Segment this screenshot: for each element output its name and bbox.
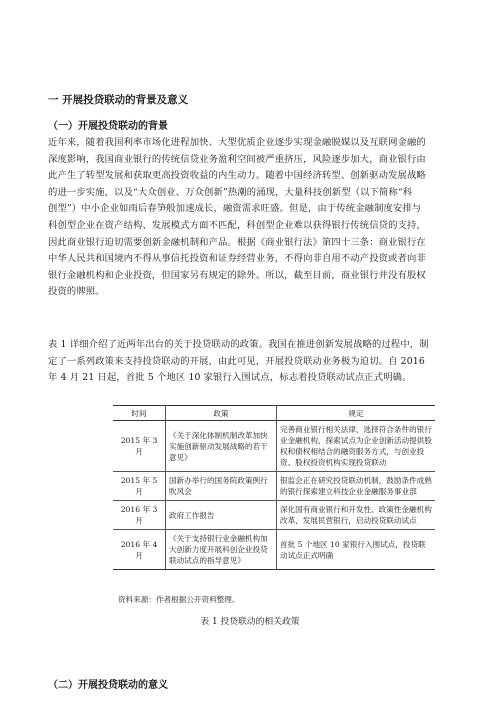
cell-policy: 国新办举行的国务院政策例行吹风会 [166,472,277,501]
paragraph-line: 表 1 详细介绍了近两年出台的关于投贷联动的政策。我国在推进创新发展战略的过程中，制 [48,339,429,350]
paragraph-line: 中华人民共和国境内不得从事信托投资和证券经营业务，不得向非自用不动产投资或者向非 [48,253,426,265]
cell-rule: 完善商业银行相关法律，选择符合条件的银行业金融机构，探索试点为企业创新活动提供股权和债权相结合的融资服务方式，与创业投资、股权投资机构实现投贷联动 [277,421,436,472]
heading-1: 一 开展投贷联动的背景及意义 [48,94,189,106]
table-row [113,421,435,472]
cell-policy: 政府工作报告 [166,501,277,530]
column-header-policy: 政策 [166,406,277,421]
cell-time: 2015 年 3 月 [113,421,166,472]
paragraph-line: 近年来，随着我国利率市场化进程加快、大型优质企业逐步实现金融脱媒以及互联网金融的 [48,137,426,148]
cell-time: 2016 年 3 月 [113,501,166,530]
paragraph-table-intro [48,337,458,387]
cell-rule: 银监会正在研究投贷联动机制，鼓励条件成熟的银行探索建立科技企业金融服务事业部 [277,472,436,501]
cell-time: 2016 年 4 月 [113,530,166,570]
cell-rule: 首批 5 个地区 10 家银行入围试点，投贷联动试点正式明确 [277,530,436,570]
section-title-background: （一）开展投贷联动的背景 [48,121,168,132]
column-header-time: 时间 [113,406,166,421]
table-row [113,472,435,501]
paragraph-line: 深度影响，我国商业银行的传统信贷业务盈利空间被严重挤压，风险逐步加大，商业银行由 [48,153,426,165]
paragraph-line: 定了一系列政策来支持投贷联动的开展，由此可见，开展投贷联动业务极为迫切。自 2016 [48,355,425,367]
paragraph-line: 投资的牌照。 [48,286,105,298]
paragraph-line: 银行金融机构和企业投资，但国家另有规定的除外。所以，截至目前，商业银行并没有股权 [48,269,426,281]
table-row [113,530,435,570]
paragraph-line: 此产生了转型发展和获取更高投资收益的内生动力。随着中国经济转型、创新驱动发展战略 [48,170,426,182]
paragraph-line: 的进一步实施，以及“大众创业、万众创新”热潮的涌现，大量科技创新型（以下简称“科 [48,186,413,198]
cell-time: 2015 年 5 月 [113,472,166,501]
table-caption: 表 1 投贷联动的相关政策 [200,617,300,627]
section-title-significance: （二）开展投贷联动的意义 [48,680,168,691]
paragraph-line: 创型”）中小企业如雨后春笋般加速成长，融资需求旺盛。但是，由于传统金融制度安排与 [48,203,422,215]
paragraph-line: 年 4 月 21 日起，首批 5 个地区 10 家银行入围试点，标志着投贷联动试点正式明确。 [48,372,412,384]
policy-table [113,405,435,570]
table-header-row [113,406,435,421]
paragraph-line: 科创型企业在资产结构、发展模式方面不匹配，科创型企业难以获得银行传统信贷的支持， [48,219,426,231]
paragraph-background [48,135,458,301]
table-row [113,501,435,530]
cell-policy: 《关于支持银行业金融机构加大创新力度开展科创企业投贷联动试点的指导意见》 [166,530,277,570]
cell-rule: 深化国有商业银行和开发性、政策性金融机构改革，发展民营银行，启动投贷联动试点 [277,501,436,530]
cell-policy: 《关于深化体制机制改革加快实施创新驱动发展战略的若干意见》 [166,421,277,472]
paragraph-line: 因此商业银行迫切需要创新金融机制和产品。根据《商业银行法》第四十三条：商业银行在 [48,236,426,248]
column-header-rule: 规定 [277,406,436,421]
table-source-note: 资料来源：作者根据公开资料整理。 [118,595,240,604]
